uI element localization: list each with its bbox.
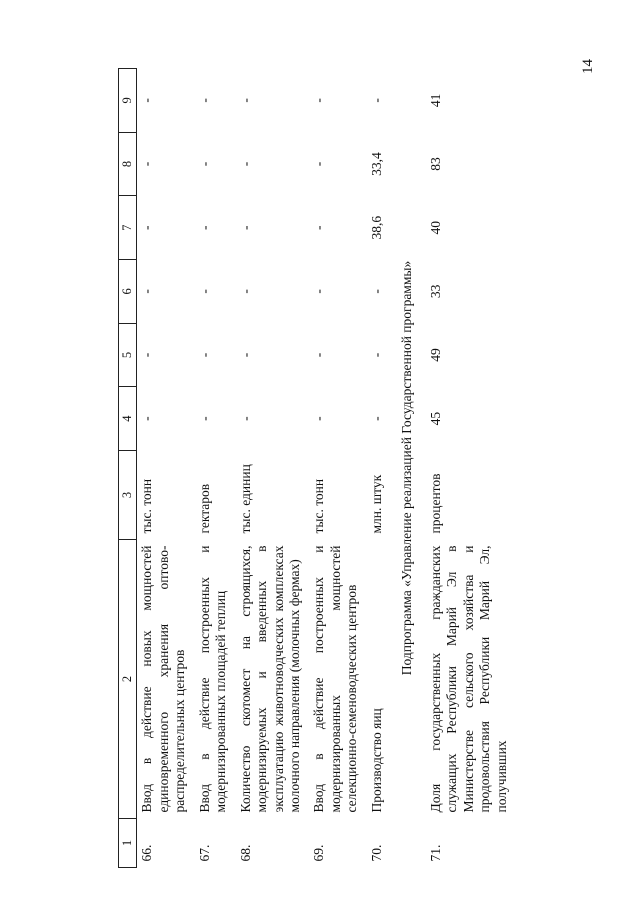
row-number: 68. <box>237 844 253 862</box>
value-col-9: - <box>139 98 155 103</box>
header-col-3: 3 <box>119 451 137 540</box>
subprogram-row <box>391 69 425 868</box>
value-col-9: - <box>311 98 327 103</box>
table-row <box>367 69 391 868</box>
unit: тыс. единиц <box>237 464 253 534</box>
unit: млн. штук <box>368 474 384 534</box>
header-col-4: 4 <box>119 387 137 451</box>
page-number: 14 <box>580 59 596 74</box>
rotated-table-container <box>118 68 538 868</box>
value-col-8: - <box>311 161 327 167</box>
unit: тыс. тонн <box>139 478 155 534</box>
value-col-7: 40 <box>427 220 443 235</box>
value-col-5: - <box>368 352 384 358</box>
value-col-6: - <box>237 289 253 294</box>
value-col-8: 83 <box>427 157 443 171</box>
value-col-6: - <box>311 289 327 294</box>
unit: гектаров <box>196 483 212 534</box>
table-row <box>195 69 236 868</box>
value-col-4: - <box>368 416 384 421</box>
unit: тыс. тонн <box>311 478 327 534</box>
header-col-7: 7 <box>119 196 137 260</box>
table-row <box>309 69 366 868</box>
header-row <box>119 69 137 868</box>
table-row <box>426 69 516 868</box>
value-col-6: - <box>368 289 384 294</box>
value-col-4: 45 <box>427 411 443 426</box>
indicator-name: Производство яиц <box>368 708 384 813</box>
value-col-8: - <box>196 161 212 167</box>
value-col-8: - <box>237 161 253 167</box>
value-col-9: - <box>196 98 212 103</box>
value-col-5: - <box>311 352 327 358</box>
row-number: 70. <box>368 844 384 862</box>
unit: процентов <box>427 473 443 534</box>
indicators-table <box>118 68 516 868</box>
indicator-name: Ввод в действие построенных и модернизированных мощностей селекционно-семеноводческих центров <box>311 545 360 813</box>
value-col-7: - <box>311 225 327 230</box>
row-number: 69. <box>311 844 327 862</box>
indicator-name: Количество скотомест на строящихся, модернизируемых и введенных в эксплуатацию животноводческих комплексах молочного направления (молочных фермах) <box>237 545 302 813</box>
table-row <box>236 69 310 868</box>
value-col-7: 38,6 <box>368 215 384 240</box>
header-col-1: 1 <box>119 819 137 868</box>
indicator-name: Ввод в действие построенных и модернизированных площадей теплиц <box>196 545 229 813</box>
subprogram-title: Подпрограмма «Управление реализацией Государственной программы» <box>399 260 415 676</box>
header-col-2: 2 <box>119 540 137 819</box>
value-col-4: - <box>311 416 327 421</box>
value-col-4: - <box>237 416 253 421</box>
header-col-5: 5 <box>119 323 137 387</box>
value-col-4: - <box>196 416 212 421</box>
row-number: 67. <box>196 844 212 862</box>
value-col-7: - <box>139 225 155 230</box>
value-col-4: - <box>139 416 155 421</box>
indicator-name: Ввод в действие новых мощностей единовременного хранения оптово-распределительных центров <box>139 545 188 813</box>
value-col-8: 33,4 <box>368 152 384 176</box>
value-col-9: - <box>237 98 253 103</box>
value-col-6: - <box>196 289 212 294</box>
value-col-7: - <box>196 225 212 230</box>
value-col-9: - <box>368 98 384 103</box>
header-col-9: 9 <box>119 69 137 133</box>
table-row <box>137 69 195 868</box>
value-col-7: - <box>237 225 253 230</box>
value-col-5: - <box>139 352 155 358</box>
value-col-6: - <box>139 289 155 294</box>
row-number: 71. <box>427 844 443 862</box>
value-col-8: - <box>139 161 155 167</box>
value-col-6: 33 <box>427 284 443 299</box>
value-col-5: 49 <box>427 348 443 362</box>
value-col-9: 41 <box>427 93 443 108</box>
indicator-name: Доля государственных гражданских служащих Республики Марий Эл в Министерстве сельского хозяйства и продовольствия Республики Марий Эл, получивших <box>427 545 509 813</box>
header-col-6: 6 <box>119 260 137 324</box>
value-col-5: - <box>196 352 212 358</box>
header-col-8: 8 <box>119 132 137 196</box>
value-col-5: - <box>237 352 253 358</box>
row-number: 66. <box>139 844 155 862</box>
